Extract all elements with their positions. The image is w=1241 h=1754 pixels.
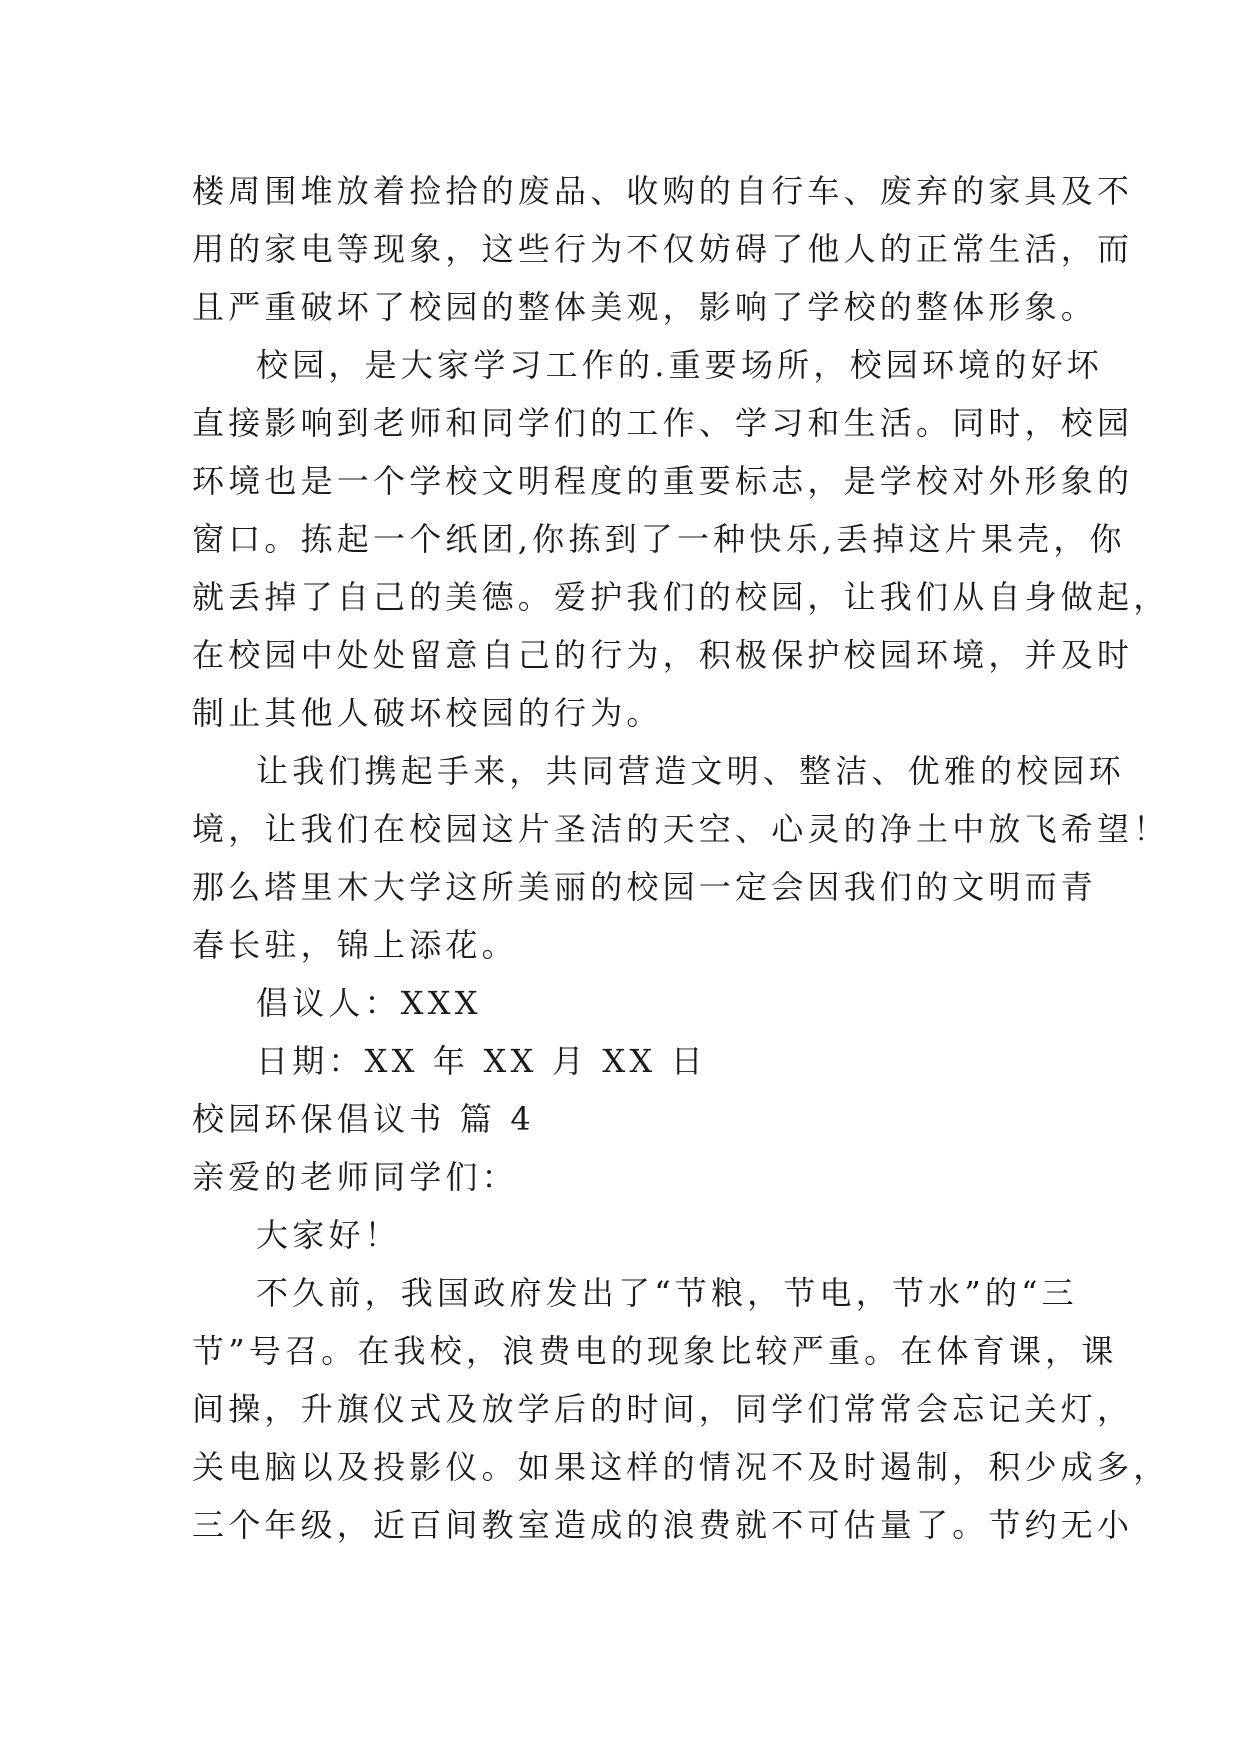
text-line: 那么塔里木大学这所美丽的校园一定会因我们的文明而青: [192, 868, 1098, 906]
section-heading: 校园环保倡议书 篇 4: [192, 1100, 535, 1138]
greeting-line: 大家好！: [256, 1216, 401, 1254]
document-page: [192, 162, 1170, 1554]
text-line: 楼周围堆放着捡拾的废品、收购的自行车、废弃的家具及不: [192, 172, 1134, 210]
text-line: 让我们携起手来，共同营造文明、整洁、优雅的校园环: [256, 752, 1125, 790]
text-line: 制止其他人破坏校园的行为。: [192, 694, 663, 732]
date-line: 日期：XX 年 XX 月 XX 日: [256, 1042, 707, 1080]
text-line: 不久前，我国政府发出了“节粮，节电，节水”的“三: [256, 1274, 1078, 1312]
text-line: 在校园中处处留意自己的行为，积极保护校园环境，并及时: [192, 636, 1134, 674]
text-line: 用的家电等现象，这些行为不仅妨碍了他人的正常生活，而: [192, 230, 1134, 268]
text-line: 间操，升旗仪式及放学后的时间，同学们常常会忘记关灯，: [192, 1390, 1134, 1428]
text-line: 窗口。拣起一个纸团,你拣到了一种快乐,丢掉这片果壳，你: [192, 520, 1126, 558]
text-line: 春长驻，锦上添花。: [192, 926, 518, 964]
text-line: 环境也是一个学校文明程度的重要标志，是学校对外形象的: [192, 462, 1134, 500]
text-line: 节”号召。在我校，浪费电的现象比较严重。在体育课，课: [192, 1332, 1118, 1370]
salutation-line: 亲爱的老师同学们：: [192, 1158, 518, 1196]
text-line: 且严重破坏了校园的整体美观，影响了学校的整体形象。: [192, 288, 1098, 326]
signatory-line: 倡议人：XXX: [256, 984, 482, 1022]
text-line: 直接影响到老师和同学们的工作、学习和生活。同时，校园: [192, 404, 1134, 442]
text-line: 校园，是大家学习工作的.重要场所，校园环境的好坏: [256, 346, 1103, 384]
text-line: 三个年级，近百间教室造成的浪费就不可估量了。节约无小: [192, 1506, 1134, 1544]
text-line: 关电脑以及投影仪。如果这样的情况不及时遏制，积少成多，: [192, 1448, 1170, 1486]
text-line: 就丢掉了自己的美德。爱护我们的校园，让我们从自身做起，: [192, 578, 1170, 616]
text-line: 境，让我们在校园这片圣洁的天空、心灵的净土中放飞希望！: [192, 810, 1170, 848]
